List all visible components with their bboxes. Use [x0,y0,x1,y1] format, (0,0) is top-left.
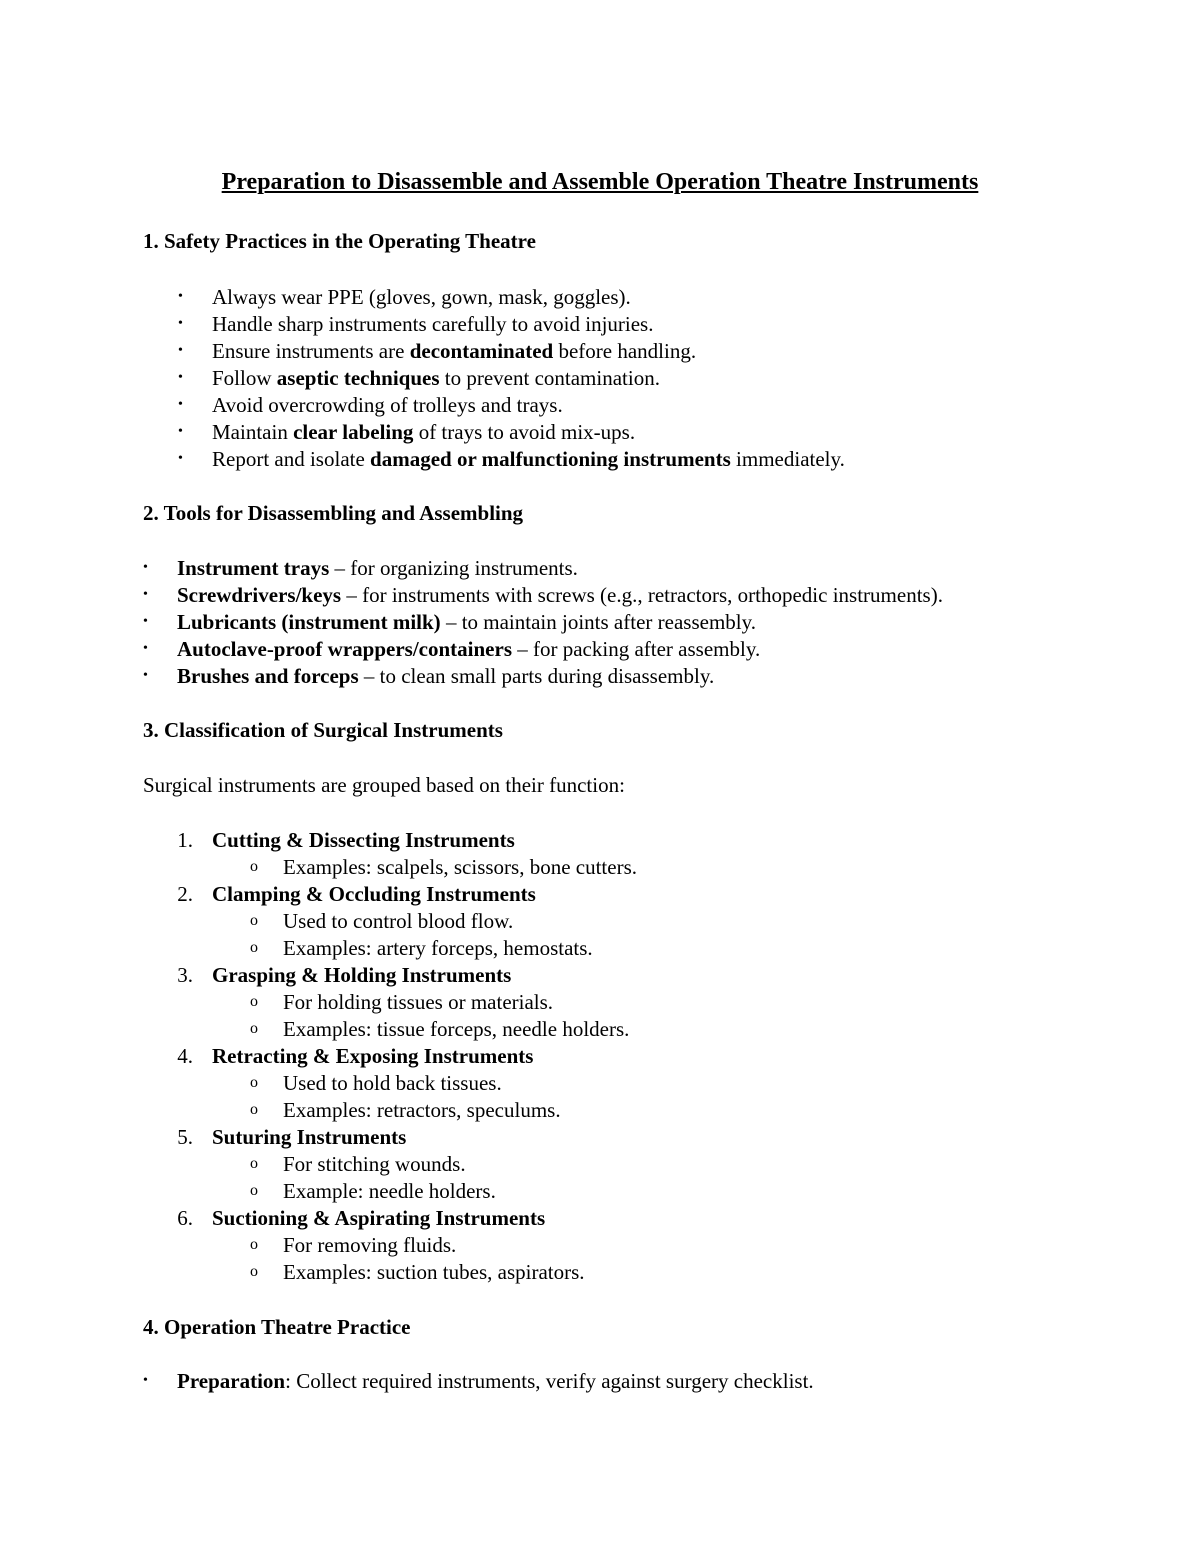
bullet-icon: • [143,614,148,629]
list-item: Always wear PPE (gloves, gown, mask, goggles). [212,285,631,309]
sub-bullet-icon: o [250,1263,258,1280]
bullet-icon: • [143,1373,148,1388]
classification-intro: Surgical instruments are grouped based on their function: [143,773,625,797]
page-title: Preparation to Disassemble and Assemble Operation Theatre Instruments [221,169,979,195]
section-heading-practice: 4. Operation Theatre Practice [143,1315,411,1339]
sub-list-item: Used to hold back tissues. [283,1071,502,1095]
list-item: Suturing Instruments [212,1125,407,1149]
sub-bullet-icon: o [250,1074,258,1091]
sub-list-item: Examples: tissue forceps, needle holders. [283,1017,630,1041]
bullet-icon: • [178,289,183,304]
bullet-icon: • [143,668,148,683]
sub-bullet-icon: o [250,939,258,956]
bullet-icon: • [143,641,148,656]
sub-list-item: Example: needle holders. [283,1179,496,1203]
bullet-icon: • [178,424,183,439]
bullet-icon: • [143,560,148,575]
sub-list-item: Used to control blood flow. [283,909,514,933]
sub-bullet-icon: o [250,912,258,929]
sub-list-item: Examples: retractors, speculums. [283,1098,561,1122]
list-number: 1. [177,828,193,852]
list-item: Retracting & Exposing Instruments [212,1044,534,1068]
sub-bullet-icon: o [250,858,258,875]
bullet-icon: • [178,343,183,358]
list-item: Grasping & Holding Instruments [212,963,512,987]
list-item: Brushes and forceps – to clean small parts during disassembly. [177,664,715,688]
sub-bullet-icon: o [250,993,258,1010]
sub-bullet-icon: o [250,1155,258,1172]
list-item: Instrument trays – for organizing instruments. [177,556,578,580]
list-item: Preparation: Collect required instruments, verify against surgery checklist. [177,1369,814,1393]
list-number: 2. [177,882,193,906]
sub-list-item: For removing fluids. [283,1233,457,1257]
list-item: Follow aseptic techniques to prevent contamination. [212,366,660,390]
list-item: Clamping & Occluding Instruments [212,882,536,906]
sub-bullet-icon: o [250,1020,258,1037]
list-item: Screwdrivers/keys – for instruments with screws (e.g., retractors, orthopedic instruments). [177,583,943,607]
sub-list-item: Examples: scalpels, scissors, bone cutters. [283,855,638,879]
list-item: Ensure instruments are decontaminated before handling. [212,339,697,363]
list-item: Report and isolate damaged or malfunctioning instruments immediately. [212,447,845,471]
list-number: 6. [177,1206,193,1230]
list-item: Cutting & Dissecting Instruments [212,828,515,852]
bullet-icon: • [178,451,183,466]
list-number: 5. [177,1125,193,1149]
sub-bullet-icon: o [250,1236,258,1253]
bullet-icon: • [178,397,183,412]
list-item: Lubricants (instrument milk) – to maintain joints after reassembly. [177,610,756,634]
section-heading-classification: 3. Classification of Surgical Instruments [143,718,503,742]
sub-bullet-icon: o [250,1101,258,1118]
sub-list-item: For holding tissues or materials. [283,990,554,1014]
list-item: Avoid overcrowding of trolleys and trays. [212,393,563,417]
sub-list-item: Examples: artery forceps, hemostats. [283,936,593,960]
list-number: 3. [177,963,193,987]
bullet-icon: • [143,587,148,602]
bullet-icon: • [178,316,183,331]
section-heading-tools: 2. Tools for Disassembling and Assembling [143,501,524,525]
list-item: Maintain clear labeling of trays to avoid mix-ups. [212,420,636,444]
sub-list-item: Examples: suction tubes, aspirators. [283,1260,585,1284]
section-heading-safety: 1. Safety Practices in the Operating Theatre [143,229,536,253]
sub-bullet-icon: o [250,1182,258,1199]
list-item: Autoclave-proof wrappers/containers – for packing after assembly. [177,637,761,661]
sub-list-item: For stitching wounds. [283,1152,466,1176]
list-item: Suctioning & Aspirating Instruments [212,1206,546,1230]
list-item: Handle sharp instruments carefully to avoid injuries. [212,312,654,336]
bullet-icon: • [178,370,183,385]
list-number: 4. [177,1044,193,1068]
